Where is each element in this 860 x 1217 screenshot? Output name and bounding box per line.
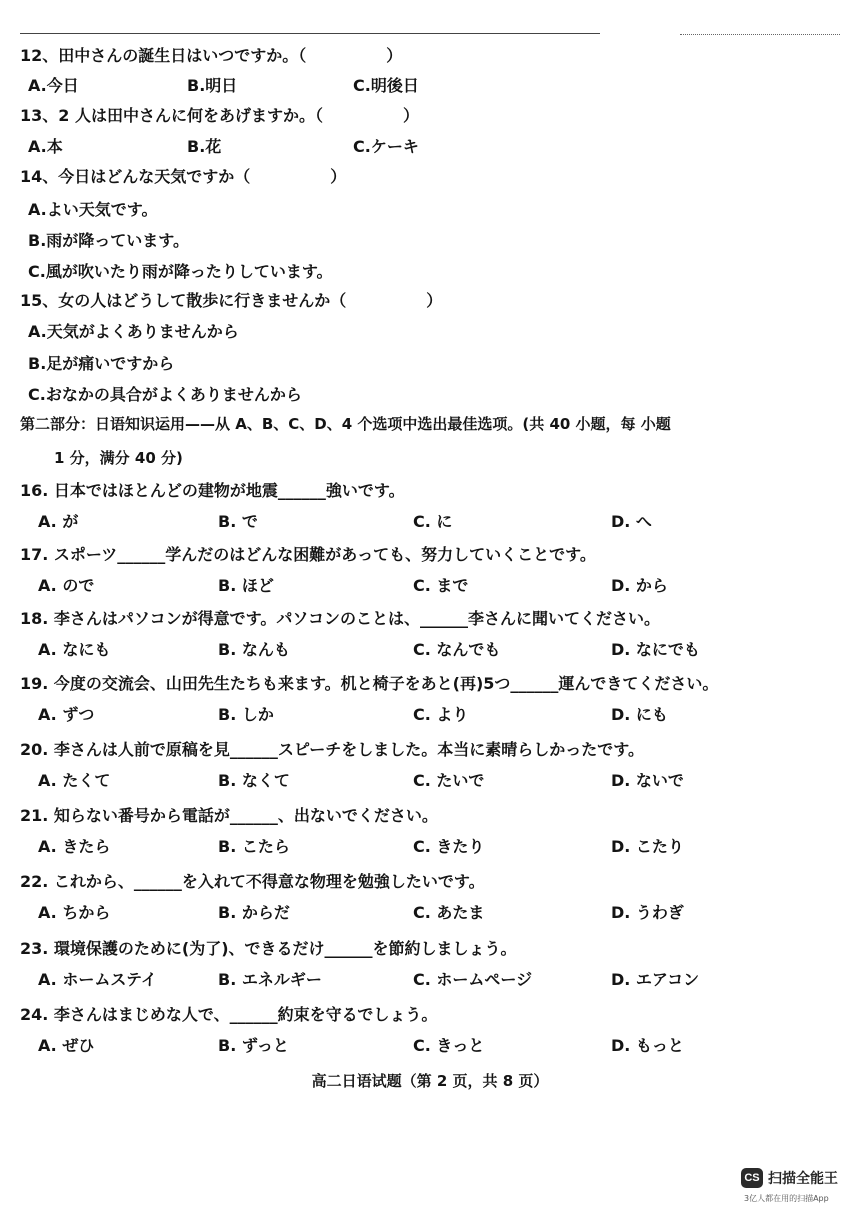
option-18-b: B. なんも bbox=[218, 640, 290, 659]
option-22-b: B. からだ bbox=[218, 903, 290, 922]
option-15-c: C.おなかの具合がよくありませんから bbox=[28, 385, 302, 404]
option-19-a: A. ずつ bbox=[38, 705, 95, 724]
option-17-d: D. から bbox=[611, 576, 668, 595]
section2-heading: 第二部分：日语知识运用——从 A、B、C、D、4 个选项中选出最佳选项。(共 40 小题，每 小题 bbox=[20, 415, 671, 433]
watermark-name: 扫描全能王 bbox=[768, 1171, 838, 1187]
option-22-c: C. あたま bbox=[413, 903, 485, 922]
option-23-a: A. ホームステイ bbox=[38, 970, 157, 989]
option-12-c: C.明後日 bbox=[353, 76, 419, 95]
option-18-c: C. なんでも bbox=[413, 640, 501, 659]
option-19-c: C. より bbox=[413, 705, 469, 724]
option-17-b: B. ほど bbox=[218, 576, 274, 595]
option-15-b: B.足が痛いですから bbox=[28, 354, 175, 373]
option-14-a: A.よい天気です。 bbox=[28, 200, 158, 219]
top-border-line-right bbox=[680, 34, 840, 35]
question-21: 21. 知らない番号から電話が______、出ないでください。 bbox=[20, 806, 438, 825]
option-24-b: B. ずっと bbox=[218, 1036, 289, 1055]
question-22: 22. これから、______を入れて不得意な物理を勉強したいです。 bbox=[20, 872, 485, 891]
watermark-tagline: 3亿人都在用的扫描App bbox=[744, 1194, 829, 1203]
option-19-b: B. しか bbox=[218, 705, 274, 724]
question-12: 12、田中さんの誕生日はいつですか。（ ） bbox=[20, 46, 403, 65]
option-21-d: D. こたり bbox=[611, 837, 684, 856]
option-17-a: A. ので bbox=[38, 576, 95, 595]
option-23-d: D. エアコン bbox=[611, 970, 700, 989]
option-16-b: B. で bbox=[218, 512, 258, 531]
question-20: 20. 李さんは人前で原稿を見______スピーチをしました。本当に素晴らしかったです。 bbox=[20, 740, 644, 759]
option-20-a: A. たくて bbox=[38, 771, 111, 790]
option-18-a: A. なにも bbox=[38, 640, 111, 659]
option-18-d: D. なにでも bbox=[611, 640, 700, 659]
question-13: 13、2 人は田中さんに何をあげますか。（ ） bbox=[20, 106, 419, 125]
question-16: 16. 日本ではほとんどの建物が地震______強いです。 bbox=[20, 481, 405, 500]
option-17-c: C. まで bbox=[413, 576, 469, 595]
option-24-c: C. きっと bbox=[413, 1036, 485, 1055]
camscanner-logo-icon: CS bbox=[741, 1168, 763, 1188]
option-16-d: D. へ bbox=[611, 512, 652, 531]
top-border-line bbox=[20, 33, 600, 34]
option-13-a: A.本 bbox=[28, 137, 63, 156]
question-18: 18. 李さんはパソコンが得意です。パソコンのことは、______李さんに聞いてください。 bbox=[20, 609, 660, 628]
question-23: 23. 環境保護のために(为了)、できるだけ______を節約しましょう。 bbox=[20, 939, 517, 958]
option-14-b: B.雨が降っています。 bbox=[28, 231, 189, 250]
question-14: 14、今日はどんな天気ですか（ ） bbox=[20, 167, 347, 186]
option-19-d: D. にも bbox=[611, 705, 668, 724]
section2-heading-cont: 1 分，满分 40 分) bbox=[54, 449, 183, 467]
page-footer: 高二日语试题（第 2 页，共 8 页） bbox=[311, 1072, 549, 1090]
option-20-c: C. たいで bbox=[413, 771, 485, 790]
question-17: 17. スポーツ______学んだのはどんな困難があっても、努力していくことです。 bbox=[20, 545, 596, 564]
option-24-d: D. もっと bbox=[611, 1036, 684, 1055]
option-16-a: A. が bbox=[38, 512, 79, 531]
option-21-a: A. きたら bbox=[38, 837, 111, 856]
option-12-a: A.今日 bbox=[28, 76, 79, 95]
option-20-b: B. なくて bbox=[218, 771, 290, 790]
question-15: 15、女の人はどうして散歩に行きませんか（ ） bbox=[20, 291, 443, 310]
option-21-b: B. こたら bbox=[218, 837, 290, 856]
option-22-d: D. うわぎ bbox=[611, 903, 684, 922]
option-21-c: C. きたり bbox=[413, 837, 485, 856]
option-20-d: D. ないで bbox=[611, 771, 684, 790]
question-24: 24. 李さんはまじめな人で、______約束を守るでしょう。 bbox=[20, 1005, 438, 1024]
option-23-c: C. ホームページ bbox=[413, 970, 533, 989]
option-24-a: A. ぜひ bbox=[38, 1036, 95, 1055]
option-16-c: C. に bbox=[413, 512, 453, 531]
option-13-b: B.花 bbox=[187, 137, 222, 156]
option-15-a: A.天気がよくありませんから bbox=[28, 322, 239, 341]
option-23-b: B. エネルギー bbox=[218, 970, 322, 989]
option-13-c: C.ケーキ bbox=[353, 137, 419, 156]
option-14-c: C.風が吹いたり雨が降ったりしています。 bbox=[28, 262, 333, 281]
option-22-a: A. ちから bbox=[38, 903, 111, 922]
option-12-b: B.明日 bbox=[187, 76, 238, 95]
question-19: 19. 今度の交流会、山田先生たちも来ます。机と椅子をあと(再)5つ______運んできてください。 bbox=[20, 674, 719, 693]
